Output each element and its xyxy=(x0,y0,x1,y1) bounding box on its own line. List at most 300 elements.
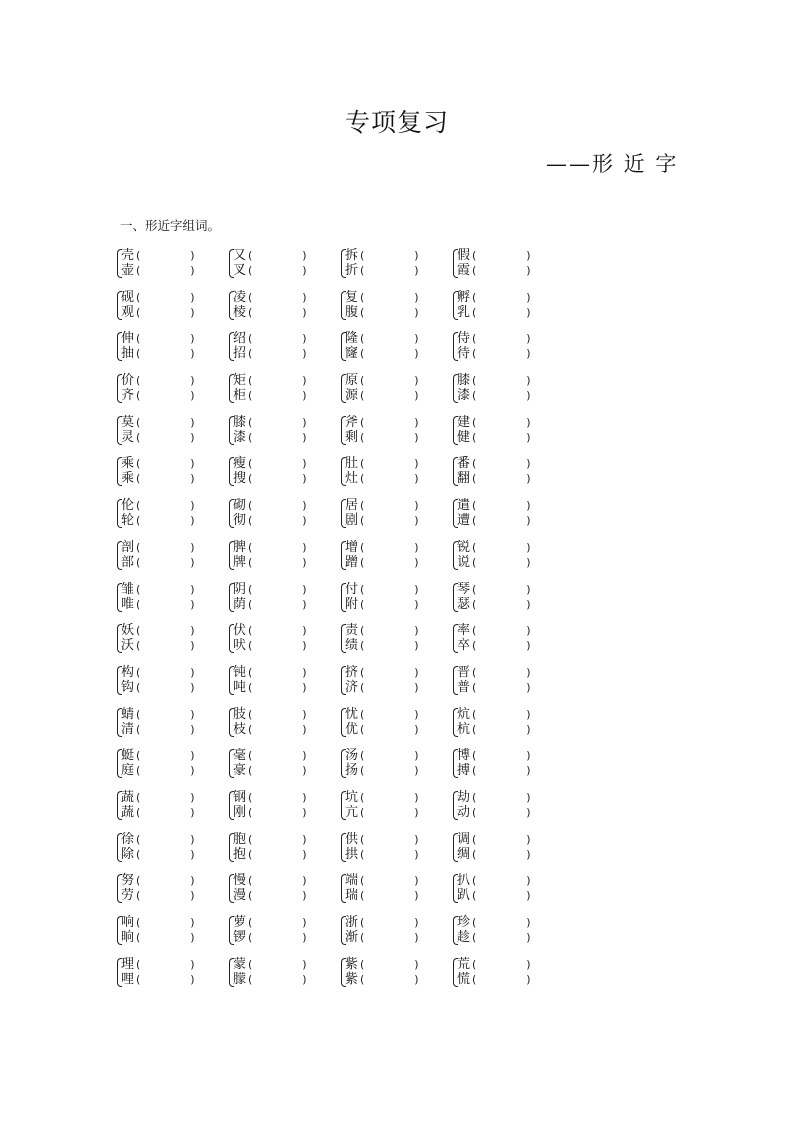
word-line xyxy=(345,957,419,972)
character: 搜 xyxy=(233,471,247,487)
close-paren: ) xyxy=(526,430,531,444)
word-pair-item xyxy=(229,873,341,905)
word-line xyxy=(457,748,531,763)
pair-lines xyxy=(121,957,195,987)
word-pair-item xyxy=(229,415,341,447)
word-pair-item xyxy=(453,707,565,739)
word-line xyxy=(457,680,531,695)
pair-lines xyxy=(457,707,531,737)
close-paren: ) xyxy=(414,916,419,929)
character: 趁 xyxy=(457,930,471,945)
open-paren: ( xyxy=(360,639,365,653)
close-paren: ) xyxy=(190,472,195,486)
open-paren: ( xyxy=(360,749,365,763)
word-pair-item xyxy=(229,540,341,572)
open-paren: ( xyxy=(248,290,253,304)
word-line xyxy=(233,722,307,737)
close-paren: ) xyxy=(526,805,531,819)
word-line xyxy=(121,623,195,638)
word-line xyxy=(345,930,419,945)
word-line xyxy=(345,582,419,597)
open-paren: ( xyxy=(136,749,141,763)
character: 博 xyxy=(457,748,471,764)
word-line xyxy=(345,707,419,722)
open-paren: ( xyxy=(360,805,365,819)
close-paren: ) xyxy=(526,624,531,638)
word-line xyxy=(345,430,419,445)
pair-lines xyxy=(121,331,195,361)
word-line xyxy=(345,722,419,737)
close-paren: ) xyxy=(302,374,307,388)
word-line xyxy=(233,582,307,597)
character: 供 xyxy=(345,831,359,847)
word-line xyxy=(121,513,195,528)
word-pair-item xyxy=(117,540,229,572)
character: 瘦 xyxy=(233,456,247,472)
character: 亢 xyxy=(345,804,359,820)
pair-lines xyxy=(345,665,419,695)
open-paren: ( xyxy=(472,764,477,778)
character: 沃 xyxy=(121,638,135,654)
character: 肢 xyxy=(233,706,247,722)
close-paren: ) xyxy=(526,499,531,513)
word-line xyxy=(457,456,531,471)
word-pair-item xyxy=(117,331,229,363)
word-line xyxy=(233,873,307,888)
character: 蜻 xyxy=(121,706,135,722)
character: 莫 xyxy=(121,414,135,430)
word-pair-item xyxy=(229,623,341,655)
word-pair-item xyxy=(453,290,565,322)
open-paren: ( xyxy=(136,389,141,403)
pair-lines xyxy=(345,790,419,820)
character: 源 xyxy=(345,388,359,404)
open-paren: ( xyxy=(248,931,253,944)
word-pair-item xyxy=(453,915,565,947)
word-line xyxy=(121,346,195,361)
close-paren: ) xyxy=(526,374,531,388)
close-paren: ) xyxy=(302,514,307,528)
pair-lines xyxy=(121,290,195,320)
character: 漫 xyxy=(233,888,247,904)
word-line xyxy=(345,388,419,403)
word-line xyxy=(121,790,195,805)
character: 剩 xyxy=(345,429,359,445)
word-line xyxy=(121,388,195,403)
character: 调 xyxy=(457,831,471,847)
open-paren: ( xyxy=(248,916,253,929)
character: 妖 xyxy=(121,623,135,639)
open-paren: ( xyxy=(248,972,253,986)
pair-lines xyxy=(345,623,419,653)
character: 轮 xyxy=(121,513,135,529)
open-paren: ( xyxy=(248,874,253,888)
word-line xyxy=(345,471,419,486)
word-line xyxy=(457,763,531,778)
character: 假 xyxy=(457,248,471,263)
section-heading: 一、形近字组词。 xyxy=(120,218,221,233)
word-line xyxy=(457,665,531,680)
open-paren: ( xyxy=(360,415,365,429)
open-paren: ( xyxy=(248,764,253,778)
close-paren: ) xyxy=(190,749,195,763)
open-paren: ( xyxy=(360,430,365,444)
close-paren: ) xyxy=(190,790,195,804)
word-line xyxy=(457,415,531,430)
open-paren: ( xyxy=(360,874,365,888)
word-line xyxy=(345,638,419,653)
close-paren: ) xyxy=(302,874,307,888)
open-paren: ( xyxy=(360,931,365,944)
close-paren: ) xyxy=(302,847,307,861)
open-paren: ( xyxy=(472,472,477,486)
close-paren: ) xyxy=(526,582,531,596)
open-paren: ( xyxy=(248,305,253,319)
pair-lines xyxy=(457,290,531,320)
word-pair-item xyxy=(341,498,453,530)
close-paren: ) xyxy=(190,680,195,694)
close-paren: ) xyxy=(302,430,307,444)
word-pair-item xyxy=(341,290,453,322)
character: 紫 xyxy=(345,971,359,987)
character: 响 xyxy=(121,915,135,930)
character: 叉 xyxy=(233,263,247,278)
character: 除 xyxy=(121,846,135,862)
close-paren: ) xyxy=(414,430,419,444)
word-line xyxy=(345,305,419,320)
open-paren: ( xyxy=(136,290,141,304)
character: 价 xyxy=(121,373,135,389)
close-paren: ) xyxy=(302,916,307,929)
word-line xyxy=(233,790,307,805)
word-line xyxy=(457,346,531,361)
word-line xyxy=(233,832,307,847)
character: 搏 xyxy=(457,763,471,779)
close-paren: ) xyxy=(302,624,307,638)
word-line xyxy=(457,388,531,403)
word-line xyxy=(233,915,307,930)
open-paren: ( xyxy=(248,415,253,429)
open-paren: ( xyxy=(248,374,253,388)
close-paren: ) xyxy=(302,665,307,679)
open-paren: ( xyxy=(472,305,477,319)
pair-lines xyxy=(233,665,307,695)
character: 剖 xyxy=(121,539,135,555)
character: 蜓 xyxy=(121,748,135,764)
close-paren: ) xyxy=(526,680,531,694)
word-line xyxy=(121,430,195,445)
open-paren: ( xyxy=(360,499,365,513)
word-line xyxy=(457,263,531,278)
close-paren: ) xyxy=(190,597,195,611)
character: 浙 xyxy=(345,915,359,930)
open-paren: ( xyxy=(472,957,477,971)
pair-lines xyxy=(121,915,195,945)
word-line xyxy=(233,498,307,513)
close-paren: ) xyxy=(526,722,531,736)
pair-lines xyxy=(121,498,195,528)
word-line xyxy=(233,623,307,638)
word-pair-item xyxy=(229,498,341,530)
open-paren: ( xyxy=(472,624,477,638)
open-paren: ( xyxy=(360,472,365,486)
open-paren: ( xyxy=(248,805,253,819)
word-line xyxy=(121,888,195,903)
close-paren: ) xyxy=(414,832,419,846)
word-pair-item xyxy=(341,373,453,405)
open-paren: ( xyxy=(136,665,141,679)
open-paren: ( xyxy=(360,264,365,277)
pair-lines xyxy=(457,623,531,653)
word-line xyxy=(457,555,531,570)
character: 牌 xyxy=(233,554,247,570)
word-line xyxy=(121,248,195,263)
close-paren: ) xyxy=(190,540,195,554)
pair-lines xyxy=(345,915,419,945)
character: 漆 xyxy=(233,429,247,445)
pair-lines xyxy=(457,582,531,612)
character: 绸 xyxy=(457,846,471,862)
close-paren: ) xyxy=(190,889,195,903)
pair-lines xyxy=(233,331,307,361)
close-paren: ) xyxy=(526,514,531,528)
pair-lines xyxy=(457,373,531,403)
pair-lines xyxy=(233,582,307,612)
close-paren: ) xyxy=(190,957,195,971)
character: 待 xyxy=(457,346,471,362)
word-pair-item xyxy=(229,582,341,614)
word-pair-item xyxy=(453,873,565,905)
close-paren: ) xyxy=(526,764,531,778)
open-paren: ( xyxy=(136,430,141,444)
word-pair-item xyxy=(453,248,565,280)
close-paren: ) xyxy=(526,555,531,569)
open-paren: ( xyxy=(360,597,365,611)
word-pair-item xyxy=(117,290,229,322)
word-line xyxy=(121,415,195,430)
close-paren: ) xyxy=(526,957,531,971)
word-line xyxy=(457,707,531,722)
word-line xyxy=(345,623,419,638)
open-paren: ( xyxy=(248,555,253,569)
pair-lines xyxy=(233,748,307,778)
character: 伦 xyxy=(121,498,135,514)
word-line xyxy=(233,805,307,820)
close-paren: ) xyxy=(302,832,307,846)
close-paren: ) xyxy=(526,305,531,319)
word-line xyxy=(345,331,419,346)
open-paren: ( xyxy=(472,805,477,819)
close-paren: ) xyxy=(414,805,419,819)
word-line xyxy=(233,972,307,987)
character: 肚 xyxy=(345,456,359,472)
character: 拆 xyxy=(345,248,359,263)
word-line xyxy=(345,248,419,263)
character: 说 xyxy=(457,554,471,570)
word-line xyxy=(457,498,531,513)
word-line xyxy=(345,290,419,305)
word-line xyxy=(121,748,195,763)
open-paren: ( xyxy=(248,472,253,486)
open-paren: ( xyxy=(360,582,365,596)
open-paren: ( xyxy=(472,582,477,596)
character: 炕 xyxy=(457,706,471,722)
pair-lines xyxy=(121,873,195,903)
word-pair-item xyxy=(117,665,229,697)
open-paren: ( xyxy=(360,332,365,346)
word-line xyxy=(121,957,195,972)
open-paren: ( xyxy=(248,597,253,611)
pair-lines xyxy=(345,331,419,361)
close-paren: ) xyxy=(190,931,195,944)
pair-lines xyxy=(457,873,531,903)
open-paren: ( xyxy=(472,972,477,986)
word-pair-item xyxy=(341,582,453,614)
pair-lines xyxy=(457,456,531,486)
close-paren: ) xyxy=(414,305,419,319)
character: 腹 xyxy=(345,304,359,320)
word-line xyxy=(457,722,531,737)
character: 折 xyxy=(345,263,359,278)
character: 健 xyxy=(457,429,471,445)
character: 霞 xyxy=(457,263,471,278)
close-paren: ) xyxy=(190,874,195,888)
close-paren: ) xyxy=(526,931,531,944)
open-paren: ( xyxy=(136,889,141,903)
word-line xyxy=(233,430,307,445)
open-paren: ( xyxy=(136,347,141,361)
character: 庭 xyxy=(121,763,135,779)
open-paren: ( xyxy=(136,874,141,888)
character: 锐 xyxy=(457,539,471,555)
character: 蔬 xyxy=(121,789,135,805)
close-paren: ) xyxy=(526,665,531,679)
pair-lines xyxy=(121,790,195,820)
open-paren: ( xyxy=(248,639,253,653)
open-paren: ( xyxy=(136,805,141,819)
open-paren: ( xyxy=(360,514,365,528)
word-pair-item xyxy=(341,456,453,488)
open-paren: ( xyxy=(360,722,365,736)
pair-lines xyxy=(121,623,195,653)
word-line xyxy=(121,540,195,555)
close-paren: ) xyxy=(302,889,307,903)
word-line xyxy=(345,915,419,930)
pair-lines xyxy=(121,373,195,403)
word-line xyxy=(345,763,419,778)
character: 乘 xyxy=(121,471,135,487)
pair-lines xyxy=(345,873,419,903)
close-paren: ) xyxy=(414,457,419,471)
pair-lines xyxy=(345,373,419,403)
close-paren: ) xyxy=(526,916,531,929)
word-line xyxy=(121,555,195,570)
open-paren: ( xyxy=(360,972,365,986)
close-paren: ) xyxy=(190,415,195,429)
close-paren: ) xyxy=(414,415,419,429)
word-line xyxy=(121,722,195,737)
character: 膝 xyxy=(233,414,247,430)
word-line xyxy=(345,748,419,763)
close-paren: ) xyxy=(190,805,195,819)
word-line xyxy=(121,373,195,388)
word-line xyxy=(233,305,307,320)
character: 膝 xyxy=(457,373,471,389)
open-paren: ( xyxy=(360,540,365,554)
close-paren: ) xyxy=(190,332,195,346)
pair-lines xyxy=(233,248,307,278)
character: 荫 xyxy=(233,596,247,612)
word-line xyxy=(457,790,531,805)
close-paren: ) xyxy=(302,457,307,471)
close-paren: ) xyxy=(302,347,307,361)
word-line xyxy=(345,805,419,820)
open-paren: ( xyxy=(136,916,141,929)
character: 珍 xyxy=(457,915,471,930)
open-paren: ( xyxy=(360,389,365,403)
open-paren: ( xyxy=(248,680,253,694)
character: 卒 xyxy=(457,638,471,654)
word-pair-item xyxy=(117,582,229,614)
close-paren: ) xyxy=(190,722,195,736)
open-paren: ( xyxy=(472,597,477,611)
open-paren: ( xyxy=(360,305,365,319)
pair-lines xyxy=(121,748,195,778)
character: 济 xyxy=(345,679,359,695)
character: 瑟 xyxy=(457,596,471,612)
word-pair-item xyxy=(117,707,229,739)
word-line xyxy=(345,597,419,612)
close-paren: ) xyxy=(190,972,195,986)
character: 枝 xyxy=(233,721,247,737)
close-paren: ) xyxy=(526,707,531,721)
open-paren: ( xyxy=(136,624,141,638)
word-line xyxy=(457,430,531,445)
character: 壳 xyxy=(121,248,135,263)
word-line xyxy=(345,555,419,570)
word-pair-item xyxy=(229,456,341,488)
open-paren: ( xyxy=(248,624,253,638)
word-line xyxy=(457,888,531,903)
character: 隆 xyxy=(345,331,359,347)
word-pair-item xyxy=(117,456,229,488)
character: 剧 xyxy=(345,513,359,529)
close-paren: ) xyxy=(526,639,531,653)
character: 齐 xyxy=(121,388,135,404)
open-paren: ( xyxy=(248,832,253,846)
word-line xyxy=(233,847,307,862)
open-paren: ( xyxy=(472,665,477,679)
open-paren: ( xyxy=(136,847,141,861)
close-paren: ) xyxy=(414,347,419,361)
open-paren: ( xyxy=(136,832,141,846)
word-pair-item xyxy=(453,623,565,655)
close-paren: ) xyxy=(190,305,195,319)
word-line xyxy=(457,930,531,945)
pair-lines xyxy=(345,582,419,612)
word-line xyxy=(121,805,195,820)
word-pair-item xyxy=(453,582,565,614)
character: 吨 xyxy=(233,679,247,695)
word-pair-item xyxy=(341,832,453,864)
word-line xyxy=(233,597,307,612)
close-paren: ) xyxy=(414,249,419,262)
close-paren: ) xyxy=(190,707,195,721)
word-pair-item xyxy=(229,248,341,280)
character: 抱 xyxy=(233,846,247,862)
word-pair-item xyxy=(453,373,565,405)
word-line xyxy=(345,888,419,903)
